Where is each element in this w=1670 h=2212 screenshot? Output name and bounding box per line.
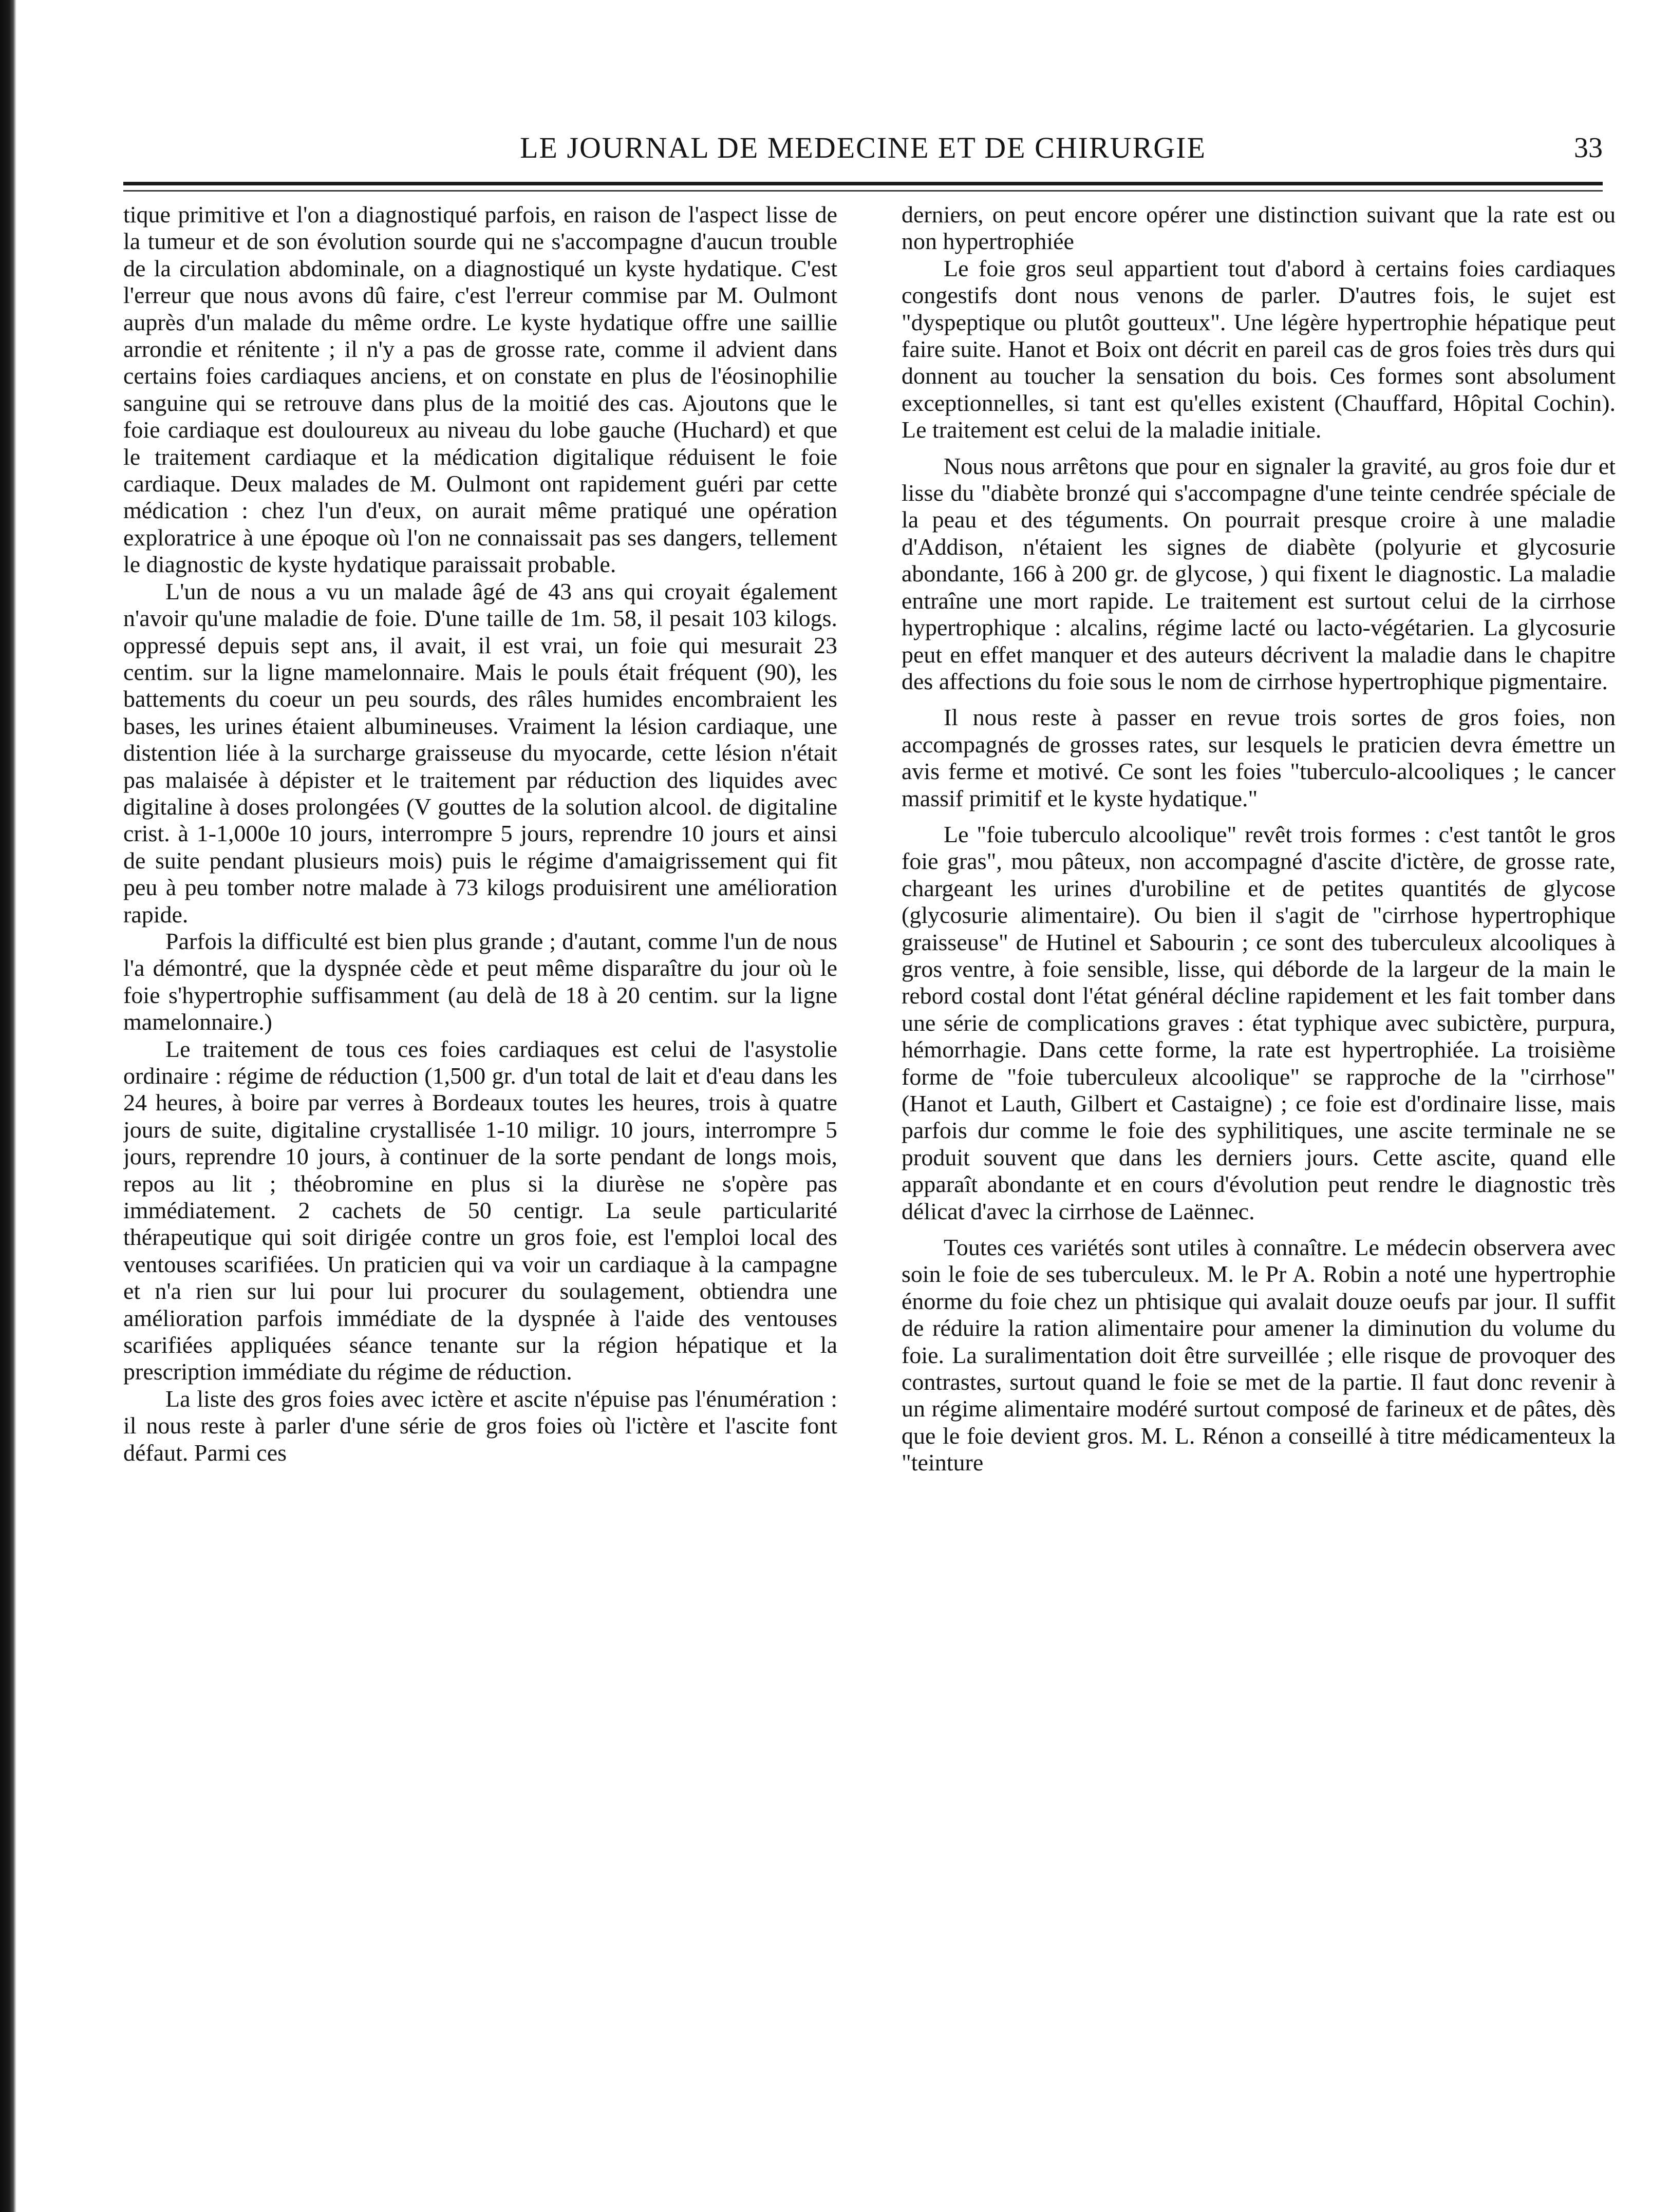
paragraph: Le traitement de tous ces foies cardiaques est celui de l'asystolie ordinaire : régime de réduction (1,500 gr. d'un total de lait et d'eau dans les 24 heures, à boire par verres à Bordeaux toutes les heures, trois à quatre jours de suite, digitaline crystallisée 1-10 miligr. 10 jours, interrompre 5 jours, reprendre 10 jours, à continuer de la sorte pendant de longs mois, repos au lit ; théobromine en plus si la diurèse ne s'opère pas immédiatement. 2 cachets de 50 centigr. La seule particularité thérapeutique qui soit dirigée contre un gros foie, est l'emploi local des ventouses scarifiées. Un praticien qui va voir un cardiaque à la campagne et n'a rien sur lui pour lui procurer du soulagement, obtiendra une amélioration parfois immédiate de la dyspnée à l'aide des ventouses scarifiées appliquées séance tenante sur la région hépatique et la prescription immédiate du régime de réduction. xyxy=(123,1035,837,1385)
paragraph: Le foie gros seul appartient tout d'abord à certains foies cardiaques congestifs dont nous venons de parler. D'autres fois, le sujet est "dyspeptique ou plutôt goutteux". Une légère hypertrophie hépatique peut faire suite. Hanot et Boix ont décrit en pareil cas de gros foies très durs qui donnent au toucher la sensation du bois. Ces formes sont absolument exceptionnelles, si tant est qu'elles existent (Chauffard, Hôpital Cochin). Le traitement est celui de la maladie initiale. xyxy=(902,255,1616,443)
paragraph: derniers, on peut encore opérer une distinction suivant que la rate est ou non hypertrophiée xyxy=(902,201,1616,255)
paragraph: La liste des gros foies avec ictère et ascite n'épuise pas l'énumération : il nous reste à parler d'une série de gros foies où l'ictère et l'ascite font défaut. Parmi ces xyxy=(123,1385,837,1466)
scan-edge-shadow xyxy=(0,0,16,2212)
paragraph: Il nous reste à passer en revue trois sortes de gros foies, non accompagnés de grosses rates, sur lesquels le praticien devra émettre un avis ferme et motivé. Ce sont les foies "tuberculo-alcooliques ; le cancer massif primitif et le kyste hydatique." xyxy=(902,704,1616,811)
paragraph: Le "foie tuberculo alcoolique" revêt trois formes : c'est tantôt le gros foie gras", mou pâteux, non accompagné d'ascite d'ictère, de grosse rate, chargeant les urines d'urobiline et de petites quantités de glycose (glycosurie alimentaire). Ou bien il s'agit de "cirrhose hypertrophique graisseuse" de Hutinel et Sabourin ; ce sont des tuberculeux alcooliques à gros ventre, à foie sensible, lisse, qui déborde de la largeur de la main le rebord costal dont l'état général décline rapidement et les fait tomber dans une série de complications graves : état typhique avec subictère, purpura, hémorrhagie. Dans cette forme, la rate est hypertrophiée. La troisième forme de "foie tuberculeux alcoolique" se rapproche de la "cirrhose" (Hanot et Lauth, Gilbert et Castaigne) ; ce foie est d'ordinaire lisse, mais parfois dur comme le foie des syphilitiques, une ascite terminale ne se produit souvent que dans les derniers jours. Cette ascite, quand elle apparaît abondante et en cours d'évolution peut rendre le diagnostic très délicat d'avec la cirrhose de Laënnec. xyxy=(902,821,1616,1224)
header-rule-thick xyxy=(123,182,1603,185)
journal-title: LE JOURNAL DE MEDECINE ET DE CHIRURGIE xyxy=(520,131,1206,164)
page-number: 33 xyxy=(1574,132,1603,164)
paragraph: tique primitive et l'on a diagnostiqué parfois, en raison de l'aspect lisse de la tumeur et de son évolution sourde qui ne s'accompagne d'aucun trouble de la circulation abdominale, on a diagnostiqué un kyste hydatique. C'est l'erreur que nous avons dû faire, c'est l'erreur commise par M. Oulmont auprès d'un malade du même ordre. Le kyste hydatique offre une saillie arrondie et rénitente ; il n'y a pas de grosse rate, comme il advient dans certains foies cardiaques anciens, et on constate en plus de l'éosinophilie sanguine qui se retrouve dans plus de la moitié des cas. Ajoutons que le foie cardiaque est douloureux au niveau du lobe gauche (Huchard) et que le traitement cardiaque et la médication digitalique réduisent le foie cardiaque. Deux malades de M. Oulmont ont rapidement guéri par cette médication : chez l'un d'eux, on aurait même pratiqué une opération exploratrice à une époque où l'on ne connaissait pas ses dangers, tellement le diagnostic de kyste hydatique paraissait probable. xyxy=(123,201,837,578)
right-column xyxy=(902,201,1616,2050)
left-column xyxy=(123,201,837,2050)
header-rule-thin xyxy=(123,190,1603,192)
paragraph: L'un de nous a vu un malade âgé de 43 ans qui croyait également n'avoir qu'une maladie de foie. D'une taille de 1m. 58, il pesait 103 kilogs. oppressé depuis sept ans, il avait, il est vrai, un foie qui mesurait 23 centim. sur la ligne mamelonnaire. Mais le pouls était fréquent (90), les battements du coeur un peu sourds, des râles humides encombraient les bases, les urines étaient albumineuses. Vraiment la lésion cardiaque, une distention liée à la surcharge graisseuse du myocarde, cette lésion n'était pas malaisée à dépister et le traitement par réduction des liquides avec digitaline à doses prolongées (V gouttes de la solution alcool. de digitaline crist. à 1-1,000e 10 jours, interrompre 5 jours, reprendre 10 jours et ainsi de suite pendant plusieurs mois) puis le régime d'amaigrissement qui fit peu à peu tomber notre malade à 73 kilogs produisirent une amélioration rapide. xyxy=(123,578,837,928)
paragraph: Toutes ces variétés sont utiles à connaître. Le médecin observera avec soin le foie de ses tuberculeux. M. le Pr A. Robin a noté une hypertrophie énorme du foie chez un phtisique qui avalait douze oeufs par jour. Il suffit de réduire la ration alimentaire pour amener la diminution du volume du foie. La suralimentation doit être surveillée ; elle risque de provoquer des contrastes, surtout quand le foie se met de la partie. Il faut donc revenir à un régime alimentaire modéré surtout composé de farineux et de pâtes, dès que le foie devient gros. M. L. Rénon a conseillé à titre médicamenteux la "teinture xyxy=(902,1234,1616,1476)
paragraph: Nous nous arrêtons que pour en signaler la gravité, au gros foie dur et lisse du "diabète bronzé qui s'accompagne d'une teinte cendrée spéciale de la peau et des téguments. On pourrait presque croire à une maladie d'Addison, n'étaient les signes de diabète (polyurie et glycosurie abondante, 166 à 200 gr. de glycose, ) qui fixent le diagnostic. La maladie entraîne une mort rapide. Le traitement est surtout celui de la cirrhose hypertrophique : alcalins, régime lacté ou lacto-végétarien. La glycosurie peut en effet manquer et des auteurs décrivent la maladie dans le chapitre des affections du foie sous le nom de cirrhose hypertrophique pigmentaire. xyxy=(902,452,1616,694)
paragraph: Parfois la difficulté est bien plus grande ; d'autant, comme l'un de nous l'a démontré, que la dyspnée cède et peut même disparaître du jour où le foie s'hypertrophie suffisamment (au delà de 18 à 20 centim. sur la ligne mamelonnaire.) xyxy=(123,928,837,1035)
running-header xyxy=(123,127,1603,168)
